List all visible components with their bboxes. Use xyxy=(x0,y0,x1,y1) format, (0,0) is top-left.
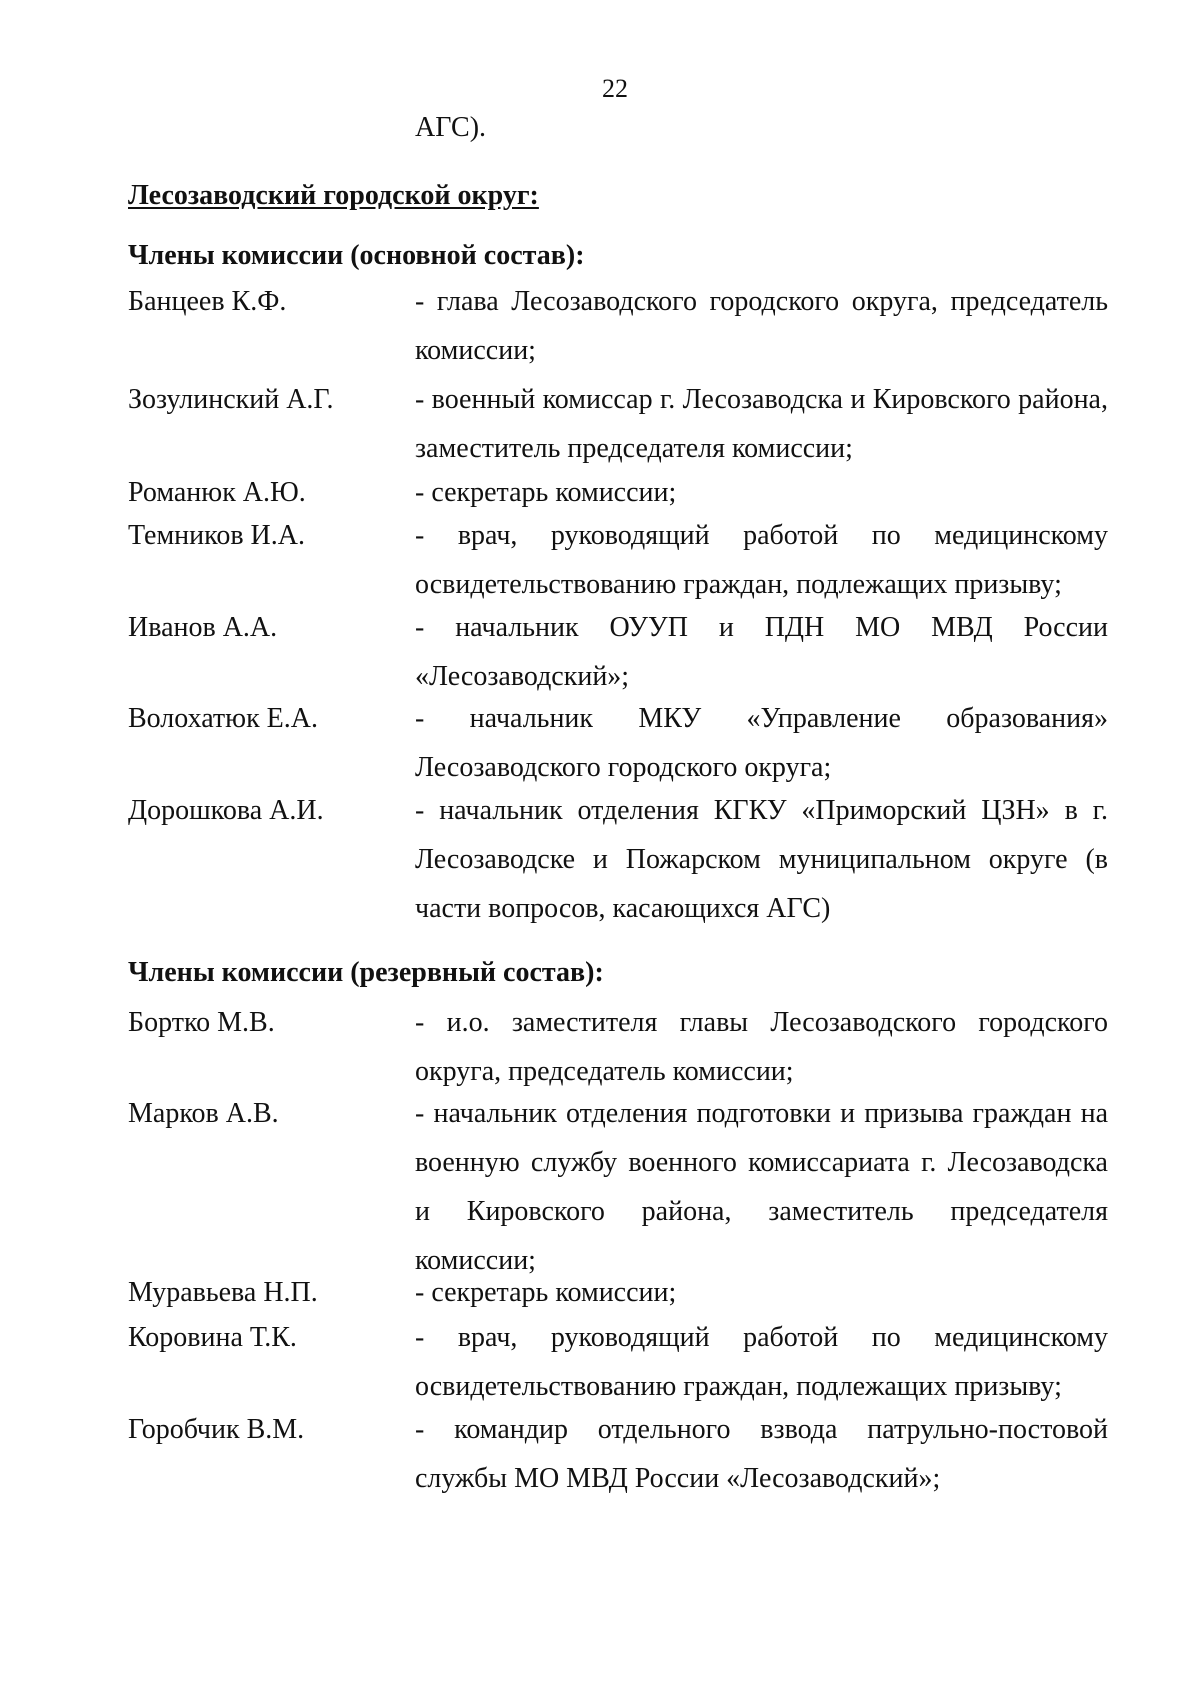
member-role: - военный комиссар г. Лесозаводска и Кировского района, заместитель председателя комиссии; xyxy=(415,384,1108,464)
member-role: - начальник отделения КГКУ «Приморский ЦЗН» в г. Лесозаводске и Пожарском муниципальном округе (в части вопросов, касающихся АГС) xyxy=(415,795,1108,924)
reserve-composition-heading: Члены комиссии (резервный состав): xyxy=(128,957,604,988)
member-role: - врач, руководящий работой по медицинскому освидетельствованию граждан, подлежащих призыву; xyxy=(415,1322,1108,1402)
member-role: - секретарь комиссии; xyxy=(415,1277,677,1308)
member-role: - секретарь комиссии; xyxy=(415,477,677,508)
member-role: - командир отдельного взвода патрульно-постовой службы МО МВД России «Лесозаводский»; xyxy=(415,1414,1108,1494)
page-number: 22 xyxy=(602,74,628,103)
member-role: - начальник отделения подготовки и призыва граждан на военную службу военного комиссариата г. Лесозаводска и Кировского района, заместитель председателя комиссии; xyxy=(415,1098,1108,1276)
member-role: - начальник ОУУП и ПДН МО МВД России «Лесозаводский»; xyxy=(415,612,1108,692)
member-name: Иванов А.А. xyxy=(128,612,278,643)
member-name: Муравьева Н.П. xyxy=(128,1277,318,1308)
member-name: Зозулинский А.Г. xyxy=(128,384,334,415)
district-heading: Лесозаводский городской округ: xyxy=(128,180,539,211)
member-role: - глава Лесозаводского городского округа, председатель комиссии; xyxy=(415,286,1108,366)
member-name: Банцеев К.Ф. xyxy=(128,286,287,317)
member-role: - и.о. заместителя главы Лесозаводского городского округа, председатель комиссии; xyxy=(415,1007,1108,1087)
member-name: Горобчик В.М. xyxy=(128,1414,305,1445)
member-name: Темников И.А. xyxy=(128,520,305,551)
member-name: Коровина Т.К. xyxy=(128,1322,297,1353)
main-composition-heading: Члены комиссии (основной состав): xyxy=(128,240,585,271)
member-name: Бортко М.В. xyxy=(128,1007,275,1038)
member-name: Марков А.В. xyxy=(128,1098,279,1129)
member-name: Дорошкова А.И. xyxy=(128,795,324,826)
member-name: Романюк А.Ю. xyxy=(128,477,306,508)
member-role: - начальник МКУ «Управление образования» Лесозаводского городского округа; xyxy=(415,703,1108,783)
member-name: Волохатюк Е.А. xyxy=(128,703,318,734)
member-role: - врач, руководящий работой по медицинскому освидетельствованию граждан, подлежащих призыву; xyxy=(415,520,1108,600)
continuation-text: АГС). xyxy=(415,112,487,143)
